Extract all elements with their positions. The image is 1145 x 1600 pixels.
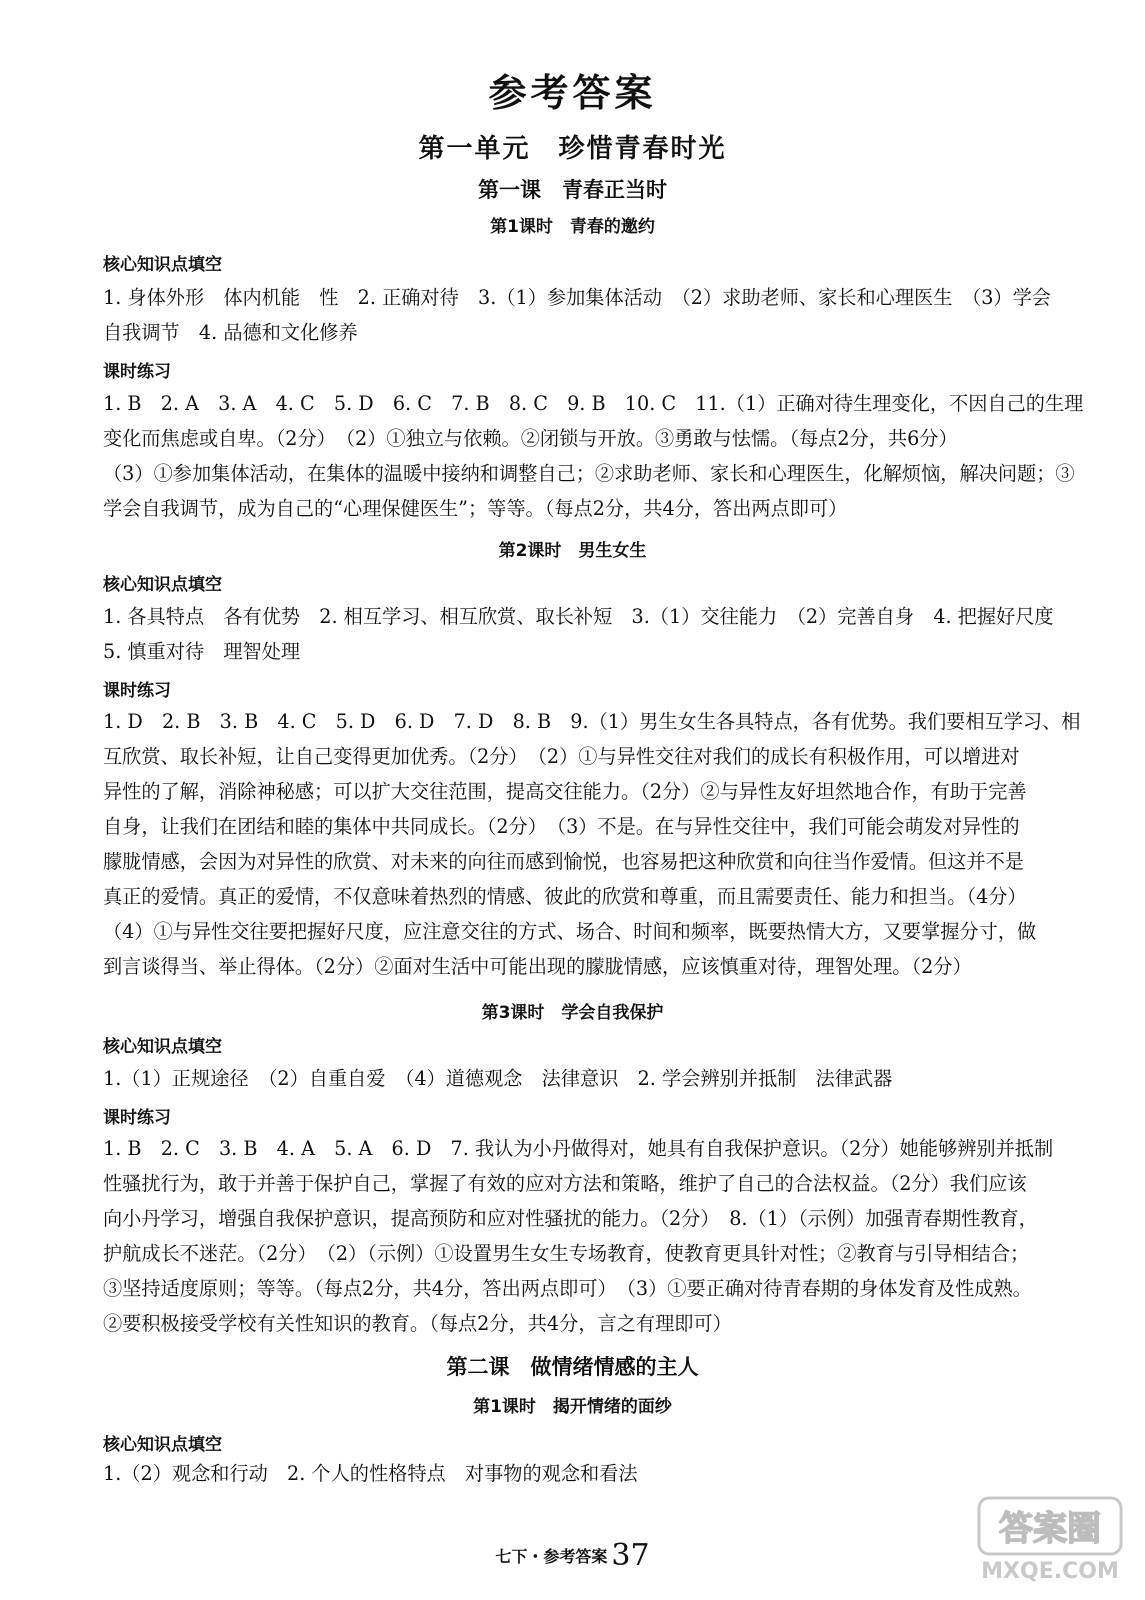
answer-line: 护航成长不迷茫。（2分） （2）（示例）①设置男生女生专场教育，使教育更具针对性；②教育与引导相结合； bbox=[103, 1242, 1030, 1265]
answer-line: 向小丹学习，增强自我保护意识，提高预防和应对性骚扰的能力。（2分） 8.（1）（示例）加强青春期性教育， bbox=[103, 1207, 1038, 1230]
watermark-logo bbox=[975, 1494, 1125, 1586]
practice-label: 课时练习 bbox=[103, 681, 171, 701]
practice-answers bbox=[103, 1131, 1088, 1341]
core-knowledge-label: 核心知识点填空 bbox=[103, 1037, 222, 1057]
period-1-title: 第1课时 揭开情绪的面纱 bbox=[473, 1397, 672, 1417]
footer-text: 七下・参考答案 bbox=[495, 1547, 608, 1566]
answer-line: 性骚扰行为，敢于并善于保护自己，掌握了有效的应对方法和策略，维护了自己的合法权益。（2分）我们应该 bbox=[103, 1172, 1027, 1195]
answer-line: 变化而焦虑或自卑。（2分） （2）①独立与依赖。②闭锁与开放。③勇敢与怯懦。（每点2分，共6分） bbox=[103, 427, 958, 450]
answer-line: 学会自我调节，成为自己的“心理保健医生”；等等。（每点2分，共4分，答出两点即可） bbox=[103, 497, 848, 520]
core-knowledge-label: 核心知识点填空 bbox=[103, 255, 222, 275]
answer-line: （3）①参加集体活动，在集体的温暖中接纳和调整自己；②求助老师、家长和心理医生，化解烦恼，解决问题；③ bbox=[103, 462, 1075, 485]
answer-line: 1. D 2. B 3. B 4. C 5. D 6. D 7. D 8. B 9.（1）男生女生各具特点，各有优势。我们要相互学习、相 bbox=[103, 710, 1081, 733]
answer-line: 1. B 2. A 3. A 4. C 5. D 6. C 7. B 8. C 9. B 10. C 11.（1）正确对待生理变化，不因自己的生理 bbox=[103, 392, 1084, 415]
watermark-url: MXQE.COM bbox=[981, 1559, 1119, 1584]
practice-label: 课时练习 bbox=[103, 362, 171, 382]
period-1-title: 第1课时 青春的邀约 bbox=[490, 217, 655, 237]
core-knowledge-label: 核心知识点填空 bbox=[103, 575, 222, 595]
page-footer bbox=[0, 1538, 1145, 1573]
page-title: 参考答案 bbox=[488, 71, 657, 115]
period-2-title: 第2课时 男生女生 bbox=[498, 541, 647, 561]
practice-label: 课时练习 bbox=[103, 1108, 171, 1128]
answer-line: ③坚持适度原则；等等。（每点2分，共4分，答出两点即可） （3）①要正确对待青春期的身体发育及性成熟。 bbox=[103, 1277, 1032, 1300]
answer-line: 自我调节 4. 品德和文化修养 bbox=[103, 321, 358, 344]
answer-line: 5. 慎重对待 理智处理 bbox=[103, 640, 301, 663]
core-knowledge-label: 核心知识点填空 bbox=[103, 1435, 222, 1455]
core-knowledge-answers bbox=[103, 1061, 1088, 1096]
answer-line: ②要积极接受学校有关性知识的教育。（每点2分，共4分，言之有理即可） bbox=[103, 1312, 732, 1335]
answer-line: 自身，让我们在团结和睦的集体中共同成长。（2分） （3）不是。在与异性交往中，我们可能会萌发对异性的 bbox=[103, 815, 1020, 838]
practice-answers bbox=[103, 386, 1088, 526]
practice-answers bbox=[103, 704, 1088, 984]
answer-line: （4）①与异性交往要把握好尺度，应注意交往的方式、场合、时间和频率，既要热情大方，又要掌握分寸，做 bbox=[103, 920, 1037, 943]
answer-line: 1. B 2. C 3. B 4. A 5. A 6. D 7. 我认为小丹做得对，她具有自我保护意识。（2分）她能够辨别并抵制 bbox=[103, 1137, 1054, 1160]
answer-line: 1.（2）观念和行动 2. 个人的性格特点 对事物的观念和看法 bbox=[103, 1462, 638, 1485]
unit-title: 第一单元 珍惜青春时光 bbox=[418, 134, 727, 164]
lesson-2-title: 第二课 做情绪情感的主人 bbox=[446, 1355, 699, 1379]
core-knowledge-answers bbox=[103, 599, 1088, 669]
answer-line: 1.（1）正规途径 （2）自重自爱 （4）道德观念 法律意识 2. 学会辨别并抵制 法律武器 bbox=[103, 1067, 893, 1090]
answer-line: 互欣赏、取长补短，让自己变得更加优秀。（2分） （2）①与异性交往对我们的成长有积极作用，可以增进对 bbox=[103, 745, 1020, 768]
answer-line: 1. 各具特点 各有优势 2. 相互学习、相互欣赏、取长补短 3.（1）交往能力 （2）完善自身 4. 把握好尺度 bbox=[103, 605, 1054, 628]
core-knowledge-answers bbox=[103, 1456, 1088, 1491]
lesson-1-title: 第一课 青春正当时 bbox=[478, 178, 667, 202]
period-3-title: 第3课时 学会自我保护 bbox=[481, 1003, 664, 1023]
answer-line: 朦胧情感，会因为对异性的欣赏、对未来的向往而感到愉悦，也容易把这种欣赏和向往当作爱情。但这并不是 bbox=[103, 850, 1024, 873]
answer-line: 真正的爱情。真正的爱情，不仅意味着热烈的情感、彼此的欣赏和尊重，而且需要责任、能力和担当。（4分） bbox=[103, 885, 1027, 908]
watermark-brand: 答案圈 bbox=[999, 1509, 1101, 1549]
answer-line: 1. 身体外形 体内机能 性 2. 正确对待 3.（1）参加集体活动 （2）求助老师、家长和心理医生 （3）学会 bbox=[103, 286, 1051, 309]
core-knowledge-answers bbox=[103, 280, 1088, 350]
answer-line: 异性的了解，消除神秘感；可以扩大交往范围，提高交往能力。（2分）②与异性友好坦然地合作，有助于完善 bbox=[103, 780, 1027, 803]
page-number: 37 bbox=[611, 1538, 650, 1573]
answer-line: 到言谈得当、举止得体。（2分）②面对生活中可能出现的朦胧情感，应该慎重对待，理智处理。（2分） bbox=[103, 955, 972, 978]
